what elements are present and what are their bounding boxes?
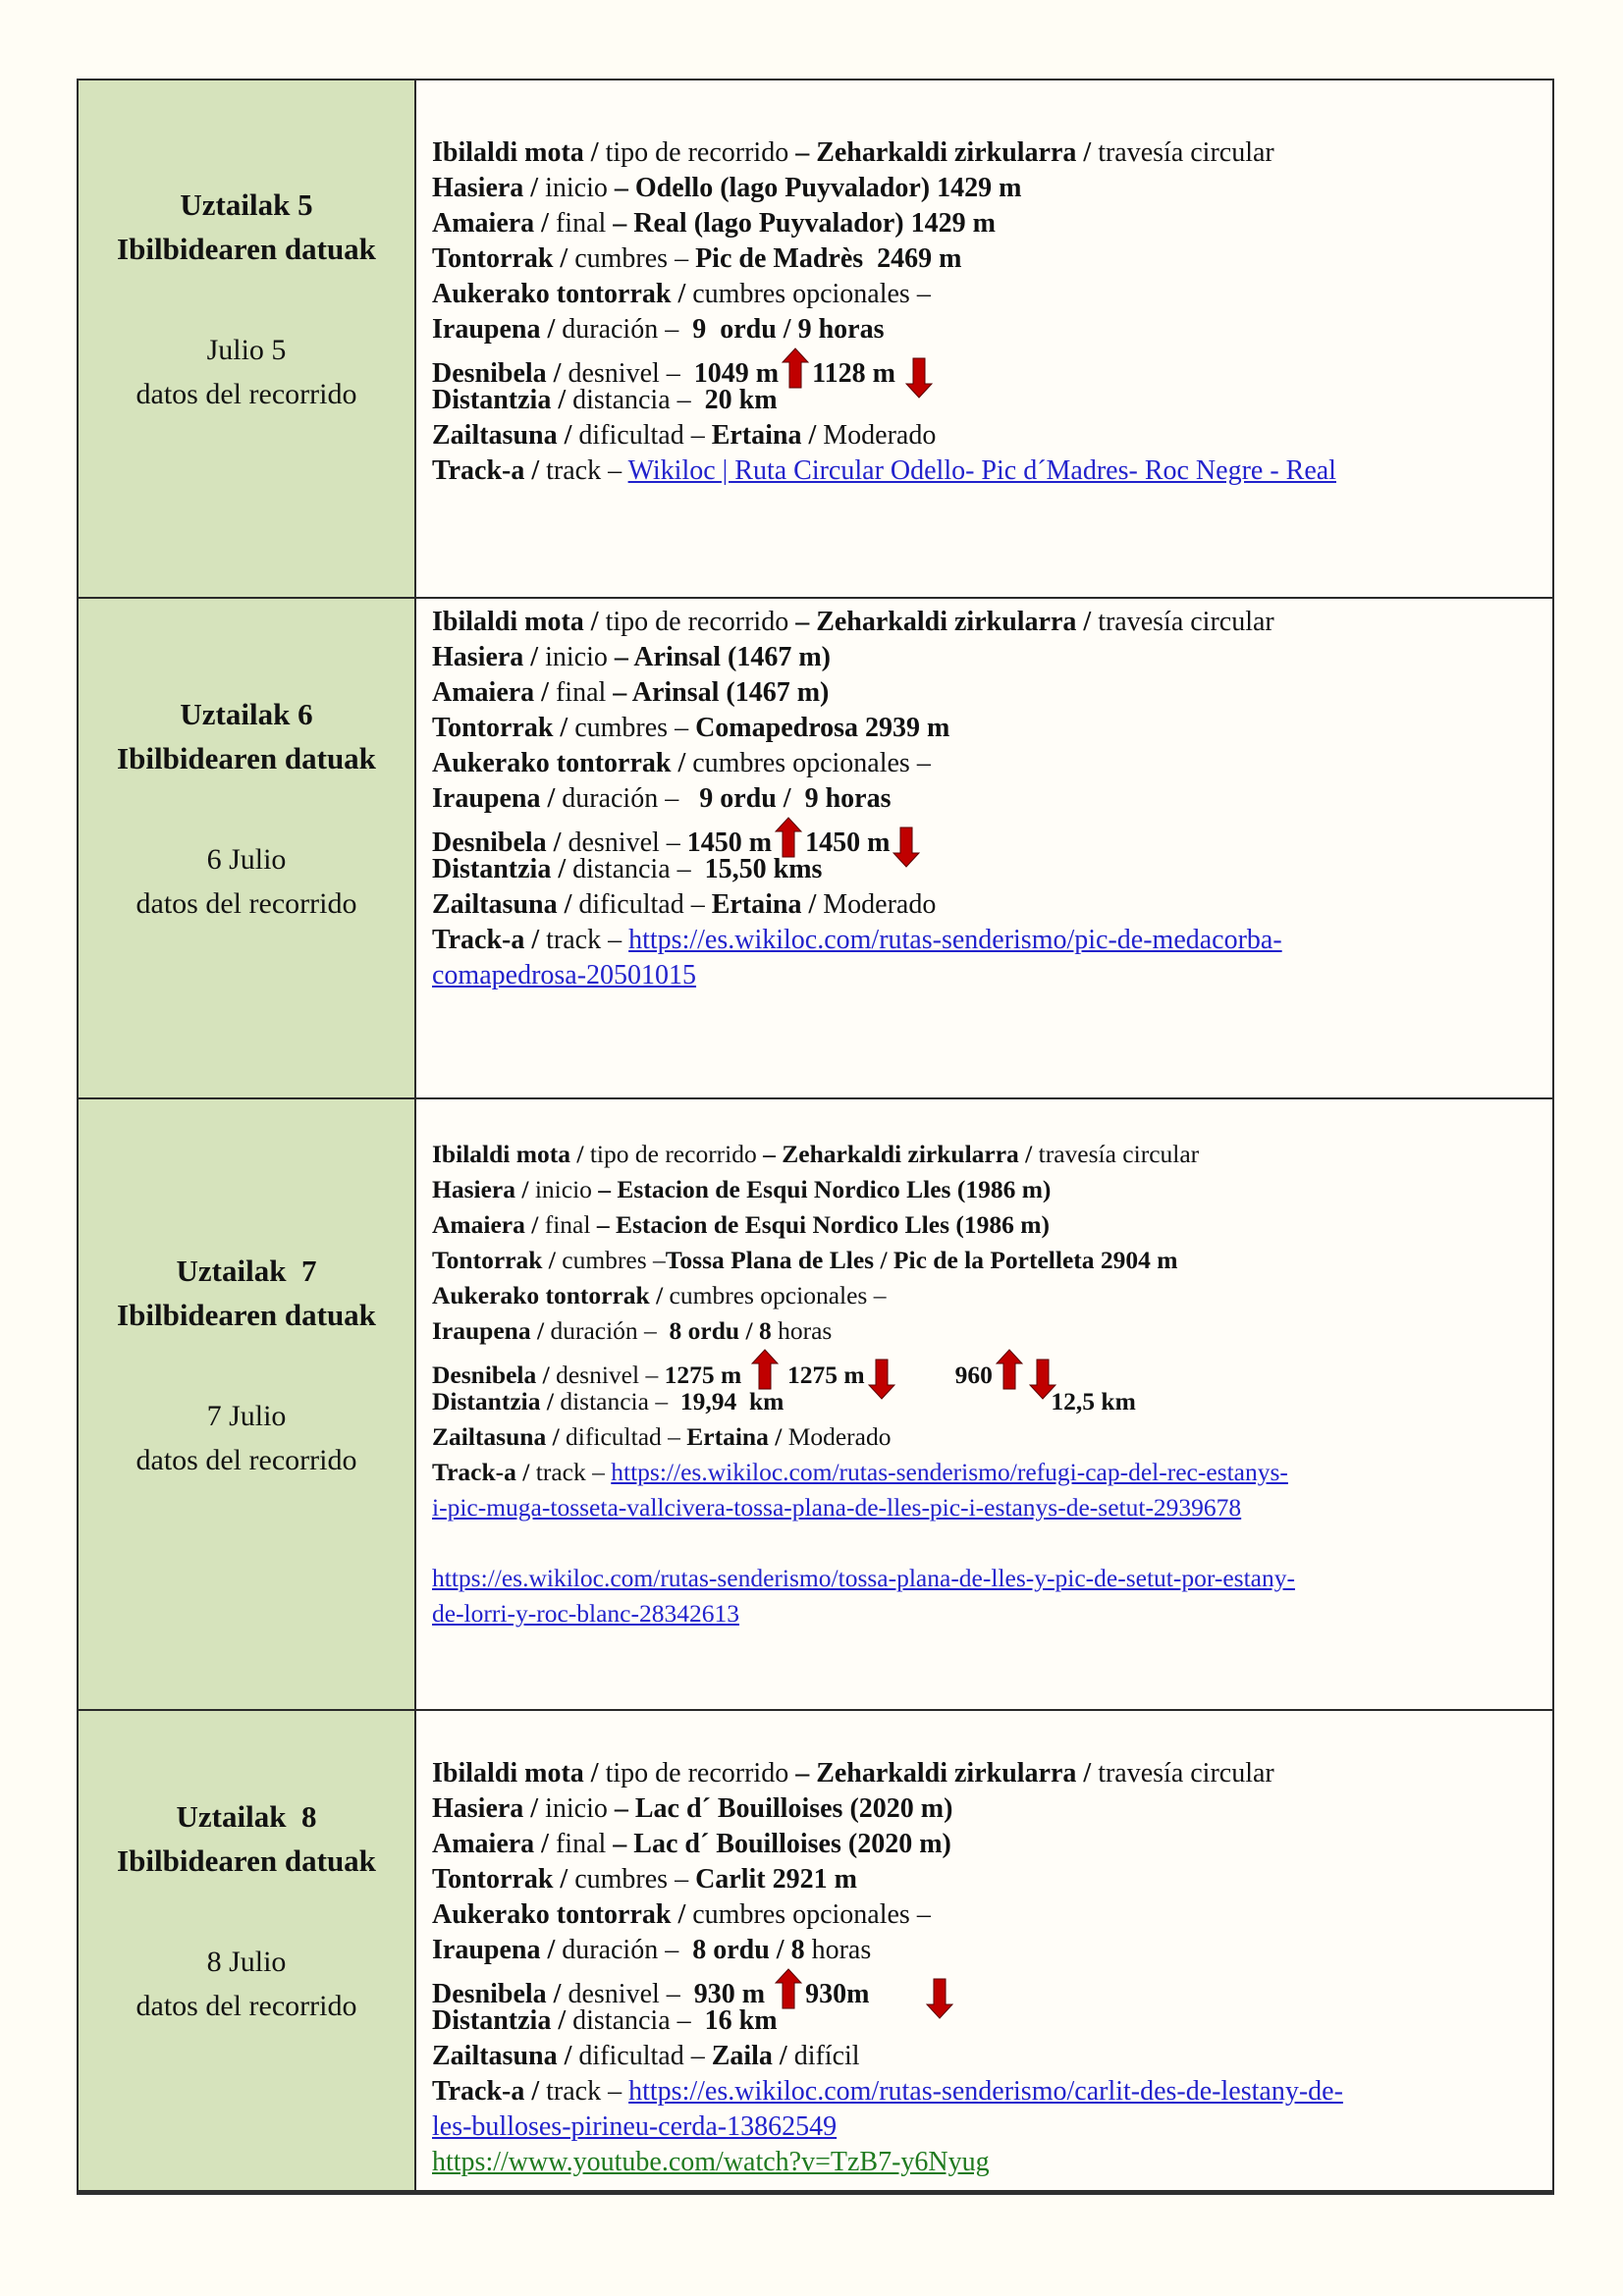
day-label-es: Julio 5 [206,334,287,366]
date-cell [79,1099,416,1709]
route-line [432,1897,1544,1933]
track-link[interactable]: https://es.wikiloc.com/rutas-senderismo/pic-de-medacorba- [628,925,1282,955]
text-segment: Tontorrak / [432,1864,575,1895]
text-segment: – Real (lago Puyvalador) 1429 m [613,208,996,239]
data-label-eu: Ibilbidearen datuak [117,1843,376,1878]
data-label-es: datos del recorrido [135,1443,357,1476]
route-line [432,1455,1544,1490]
text-segment: distancia – [572,2005,698,2036]
table-row [79,1099,1552,1711]
track-link[interactable]: https://es.wikiloc.com/rutas-senderismo/carlit-des-de-lestany-de- [628,2076,1343,2107]
data-label-eu: Ibilbidearen datuak [117,1297,376,1332]
text-segment: Zailtasuna / [432,2041,579,2071]
text-segment: Hasiera / [432,173,546,203]
text-segment: desnivel – [568,828,687,858]
text-segment: final [555,208,614,239]
text-segment: – Zeharkaldi zirkularra / [795,137,1099,168]
text-segment: horas [811,1935,872,1965]
route-line [432,1561,1544,1596]
track-link[interactable]: i-pic-muga-tosseta-vallcivera-tossa-plana-de-lles-pic-i-estanys-de-setut-2939678 [432,1493,1242,1522]
text-segment: Zaila / [711,2041,794,2071]
text-segment: dificultad – [578,2041,712,2071]
route-line [432,2039,1544,2074]
track-link[interactable]: les-bulloses-pirineu-cerda-13862549 [432,2111,838,2142]
text-segment: cumbres – [574,243,696,274]
track-link[interactable]: Wikiloc | Ruta Circular Odello- Pic d´Madres- Roc Negre - Real [627,455,1336,486]
route-line [432,454,1544,489]
text-segment: Moderado [823,420,937,451]
date-cell [79,1711,416,2190]
text-segment: Tontorrak / [432,243,575,274]
route-line [432,923,1544,958]
route-line [432,2003,1544,2039]
route-line [432,852,1544,887]
text-segment: Track-a / [432,925,547,955]
text-segment: Distantzia / [432,385,573,415]
ascent-arrow-icon [775,1968,802,2009]
text-segment: cumbres opcionales – [692,279,931,309]
text-segment: desnivel – [568,358,687,389]
text-segment: duración – [550,1316,664,1345]
date-cell [79,599,416,1097]
route-line [432,746,1544,781]
data-label-es: datos del recorrido [135,887,357,920]
text-segment: track – [546,455,628,486]
text-segment: Desnibela / [432,358,568,389]
text-segment: 1275 m [664,1361,748,1389]
text-segment: Iraupena / [432,314,563,345]
text-segment: Amaiera / [432,1210,545,1239]
text-segment: Distantzia / [432,854,573,884]
route-line [432,605,1544,640]
text-segment: difícil [793,2041,860,2071]
data-label-eu: Ibilbidearen datuak [117,741,376,775]
route-line [432,1207,1544,1243]
text-segment: – Zeharkaldi zirkularra / [763,1140,1039,1168]
text-segment: Iraupena / [432,1935,563,1965]
text-segment: Track-a / [432,1458,536,1486]
text-segment: Distantzia / [432,1387,561,1415]
text-segment: – Zeharkaldi zirkularra / [795,607,1099,637]
route-line [432,277,1544,312]
route-line [432,1349,1544,1389]
route-line [432,383,1544,418]
text-segment: inicio [545,1793,615,1824]
data-label-eu: Ibilbidearen datuak [117,232,376,266]
text-segment: Desnibela / [432,1361,557,1389]
day-label-eu: Uztailak 8 [176,1799,317,1834]
text-segment: distancia – [560,1387,675,1415]
day-label-eu: Uztailak 7 [176,1253,317,1288]
text-segment: Tossa Plana de Lles / Pic de la Portelleta 2904 m [665,1246,1178,1274]
text-segment: 19,94 km [674,1387,784,1415]
route-line [432,2145,1544,2180]
route-line [432,1243,1544,1278]
text-segment: travesía circular [1098,137,1274,168]
text-segment: duración – [562,1935,686,1965]
text-segment: Amaiera / [432,677,556,708]
text-segment: final [544,1210,597,1239]
text-segment: distancia – [572,854,698,884]
text-segment: cumbres – [562,1246,666,1274]
text-segment: Desnibela / [432,828,568,858]
date-cell [79,80,416,597]
route-line [432,1862,1544,1897]
table-row [79,599,1552,1099]
route-line [432,1525,1544,1561]
descent-arrow-icon [893,827,920,868]
text-segment: inicio [545,642,615,672]
text-segment: – Arinsal (1467 m) [614,642,831,672]
route-line [432,1756,1544,1791]
route-line [432,958,1544,993]
route-line [432,1172,1544,1207]
text-segment: – Zeharkaldi zirkularra / [795,1758,1099,1789]
text-segment: final [555,1829,614,1859]
route-line [432,241,1544,277]
route-line [432,347,1544,389]
route-line [432,887,1544,923]
text-segment: inicio [545,173,615,203]
text-segment: – Lac d´ Bouilloises (2020 m) [613,1829,951,1859]
track-link[interactable]: https://es.wikiloc.com/rutas-senderismo/tossa-plana-de-lles-y-pic-de-setut-por-estany- [432,1564,1295,1592]
text-segment: Amaiera / [432,1829,556,1859]
day-label-eu: Uztailak 6 [180,697,313,731]
day-label-es: 7 Julio [206,1399,287,1432]
text-segment: Ibilaldi mota / [432,1140,590,1168]
text-segment: 1450 m [805,828,891,858]
text-segment: – Odello (lago Puyvalador) 1429 m [614,173,1022,203]
track-link[interactable]: https://es.wikiloc.com/rutas-senderismo/refugi-cap-del-rec-estanys- [611,1458,1288,1486]
text-segment: Pic de Madrès 2469 m [695,243,962,274]
route-line [432,1827,1544,1862]
text-segment: Track-a / [432,455,547,486]
text-segment: 930 m [686,1979,773,2009]
text-segment: Track-a / [432,2076,547,2107]
data-label-es: datos del recorrido [135,1990,357,2022]
text-segment: – Arinsal (1467 m) [613,677,830,708]
route-line [432,206,1544,241]
route-line [432,675,1544,711]
text-segment: travesía circular [1098,607,1274,637]
route-line [432,1968,1544,2009]
text-segment: cumbres opcionales – [669,1281,887,1309]
text-segment: travesía circular [1038,1140,1200,1168]
text-segment: 9 ordu / 9 horas [685,314,885,345]
text-segment: Comapedrosa 2939 m [695,713,950,743]
route-line [432,1596,1544,1631]
text-segment: Tontorrak / [432,1246,563,1274]
text-segment: 1450 m [686,828,773,858]
text-segment: 930m [805,1979,870,2009]
text-segment: 15,50 kms [697,854,823,884]
text-segment: horas [778,1316,833,1345]
day-label-es: 8 Julio [206,1946,287,1978]
text-segment: 12,5 km [1051,1387,1136,1415]
text-segment: Zailtasuna / [432,889,579,920]
text-segment: 8 ordu / 8 [663,1316,779,1345]
text-segment: tipo de recorrido [589,1140,764,1168]
text-segment: Ertaina / [686,1422,788,1451]
route-line [432,1490,1544,1525]
text-segment: cumbres – [574,713,696,743]
text-segment: Ibilaldi mota / [432,1758,606,1789]
text-segment: 1275 m [781,1361,865,1389]
route-line [432,135,1544,171]
text-segment: Amaiera / [432,208,556,239]
route-line [432,1791,1544,1827]
text-segment: Iraupena / [432,783,563,814]
route-line [432,2109,1544,2145]
text-segment: track – [546,2076,629,2107]
text-segment: Moderado [787,1422,892,1451]
text-segment: cumbres opcionales – [692,748,931,778]
text-segment: 8 ordu / 8 [685,1935,812,1965]
text-segment: 960 [954,1361,993,1389]
text-segment: – Estacion de Esqui Nordico Lles (1986 m) [598,1175,1052,1203]
text-segment: Ertaina / [711,889,824,920]
day-label-es: 6 Julio [206,843,287,876]
text-segment: dificultad – [578,420,712,451]
text-segment: tipo de recorrido [605,607,796,637]
route-line [432,817,1544,858]
text-segment: 9 ordu / 9 horas [685,783,892,814]
text-segment: Moderado [823,889,937,920]
text-segment: Hasiera / [432,642,546,672]
text-segment: Distantzia / [432,2005,573,2036]
route-line [432,2074,1544,2109]
text-segment: duración – [562,314,686,345]
text-segment: inicio [534,1175,599,1203]
route-line [432,171,1544,206]
text-segment: cumbres opcionales – [692,1899,931,1930]
text-segment: Iraupena / [432,1316,551,1345]
text-segment: desnivel – [556,1361,665,1389]
text-segment: Carlit 2921 m [695,1864,857,1895]
route-details-cell [416,1711,1552,2190]
route-line [432,1419,1544,1455]
text-segment: 20 km [697,385,778,415]
text-segment: dificultad – [566,1422,687,1451]
text-segment: Ibilaldi mota / [432,137,606,168]
route-line [432,711,1544,746]
text-segment: tipo de recorrido [605,1758,796,1789]
text-segment: track – [535,1458,612,1486]
text-segment: 16 km [697,2005,778,2036]
track-link[interactable]: de-lorri-y-roc-blanc-28342613 [432,1599,739,1628]
text-segment: Tontorrak / [432,713,575,743]
text-segment: Aukerako tontorrak / [432,1281,670,1309]
text-segment: distancia – [572,385,698,415]
ascent-arrow-icon [782,347,809,389]
route-line [432,1933,1544,1968]
table-row [79,80,1552,599]
route-line [432,1384,1544,1419]
text-segment: 1049 m [686,358,780,389]
youtube-link[interactable]: https://www.youtube.com/watch?v=TzB7-y6Nyug [432,2147,990,2177]
route-details-cell [416,599,1552,1097]
text-segment: Zailtasuna / [432,1422,567,1451]
text-segment: duración – [562,783,686,814]
table-row [79,1711,1552,2190]
route-line [432,781,1544,817]
route-details-cell [416,1099,1552,1709]
route-line [432,1137,1544,1172]
text-segment: Aukerako tontorrak / [432,1899,693,1930]
text-segment: 1128 m [812,358,902,389]
text-segment: Aukerako tontorrak / [432,279,693,309]
route-line [432,312,1544,347]
route-details-cell [416,80,1552,597]
descent-arrow-icon [926,1978,953,2019]
text-segment: Ibilaldi mota / [432,607,606,637]
text-segment: final [555,677,614,708]
route-line [432,1313,1544,1349]
text-segment: Zailtasuna / [432,420,579,451]
text-segment: dificultad – [578,889,712,920]
text-segment: track – [546,925,629,955]
text-segment: Ertaina / [711,420,824,451]
text-segment: Aukerako tontorrak / [432,748,693,778]
text-segment: Desnibela / [432,1979,568,2009]
text-segment: – Estacion de Esqui Nordico Lles (1986 m) [596,1210,1050,1239]
text-segment: Hasiera / [432,1793,546,1824]
text-segment: desnivel – [568,1979,687,2009]
descent-arrow-icon [905,357,933,399]
text-segment: cumbres – [574,1864,696,1895]
route-line [432,1278,1544,1313]
route-table [77,79,1554,2195]
text-segment: tipo de recorrido [605,137,796,168]
route-line [432,418,1544,454]
track-link[interactable]: comapedrosa-20501015 [432,960,697,990]
data-label-es: datos del recorrido [135,378,357,410]
route-line [432,640,1544,675]
text-segment: – Lac d´ Bouilloises (2020 m) [614,1793,953,1824]
text-segment: Hasiera / [432,1175,535,1203]
day-label-eu: Uztailak 5 [180,187,313,222]
text-segment: travesía circular [1098,1758,1274,1789]
